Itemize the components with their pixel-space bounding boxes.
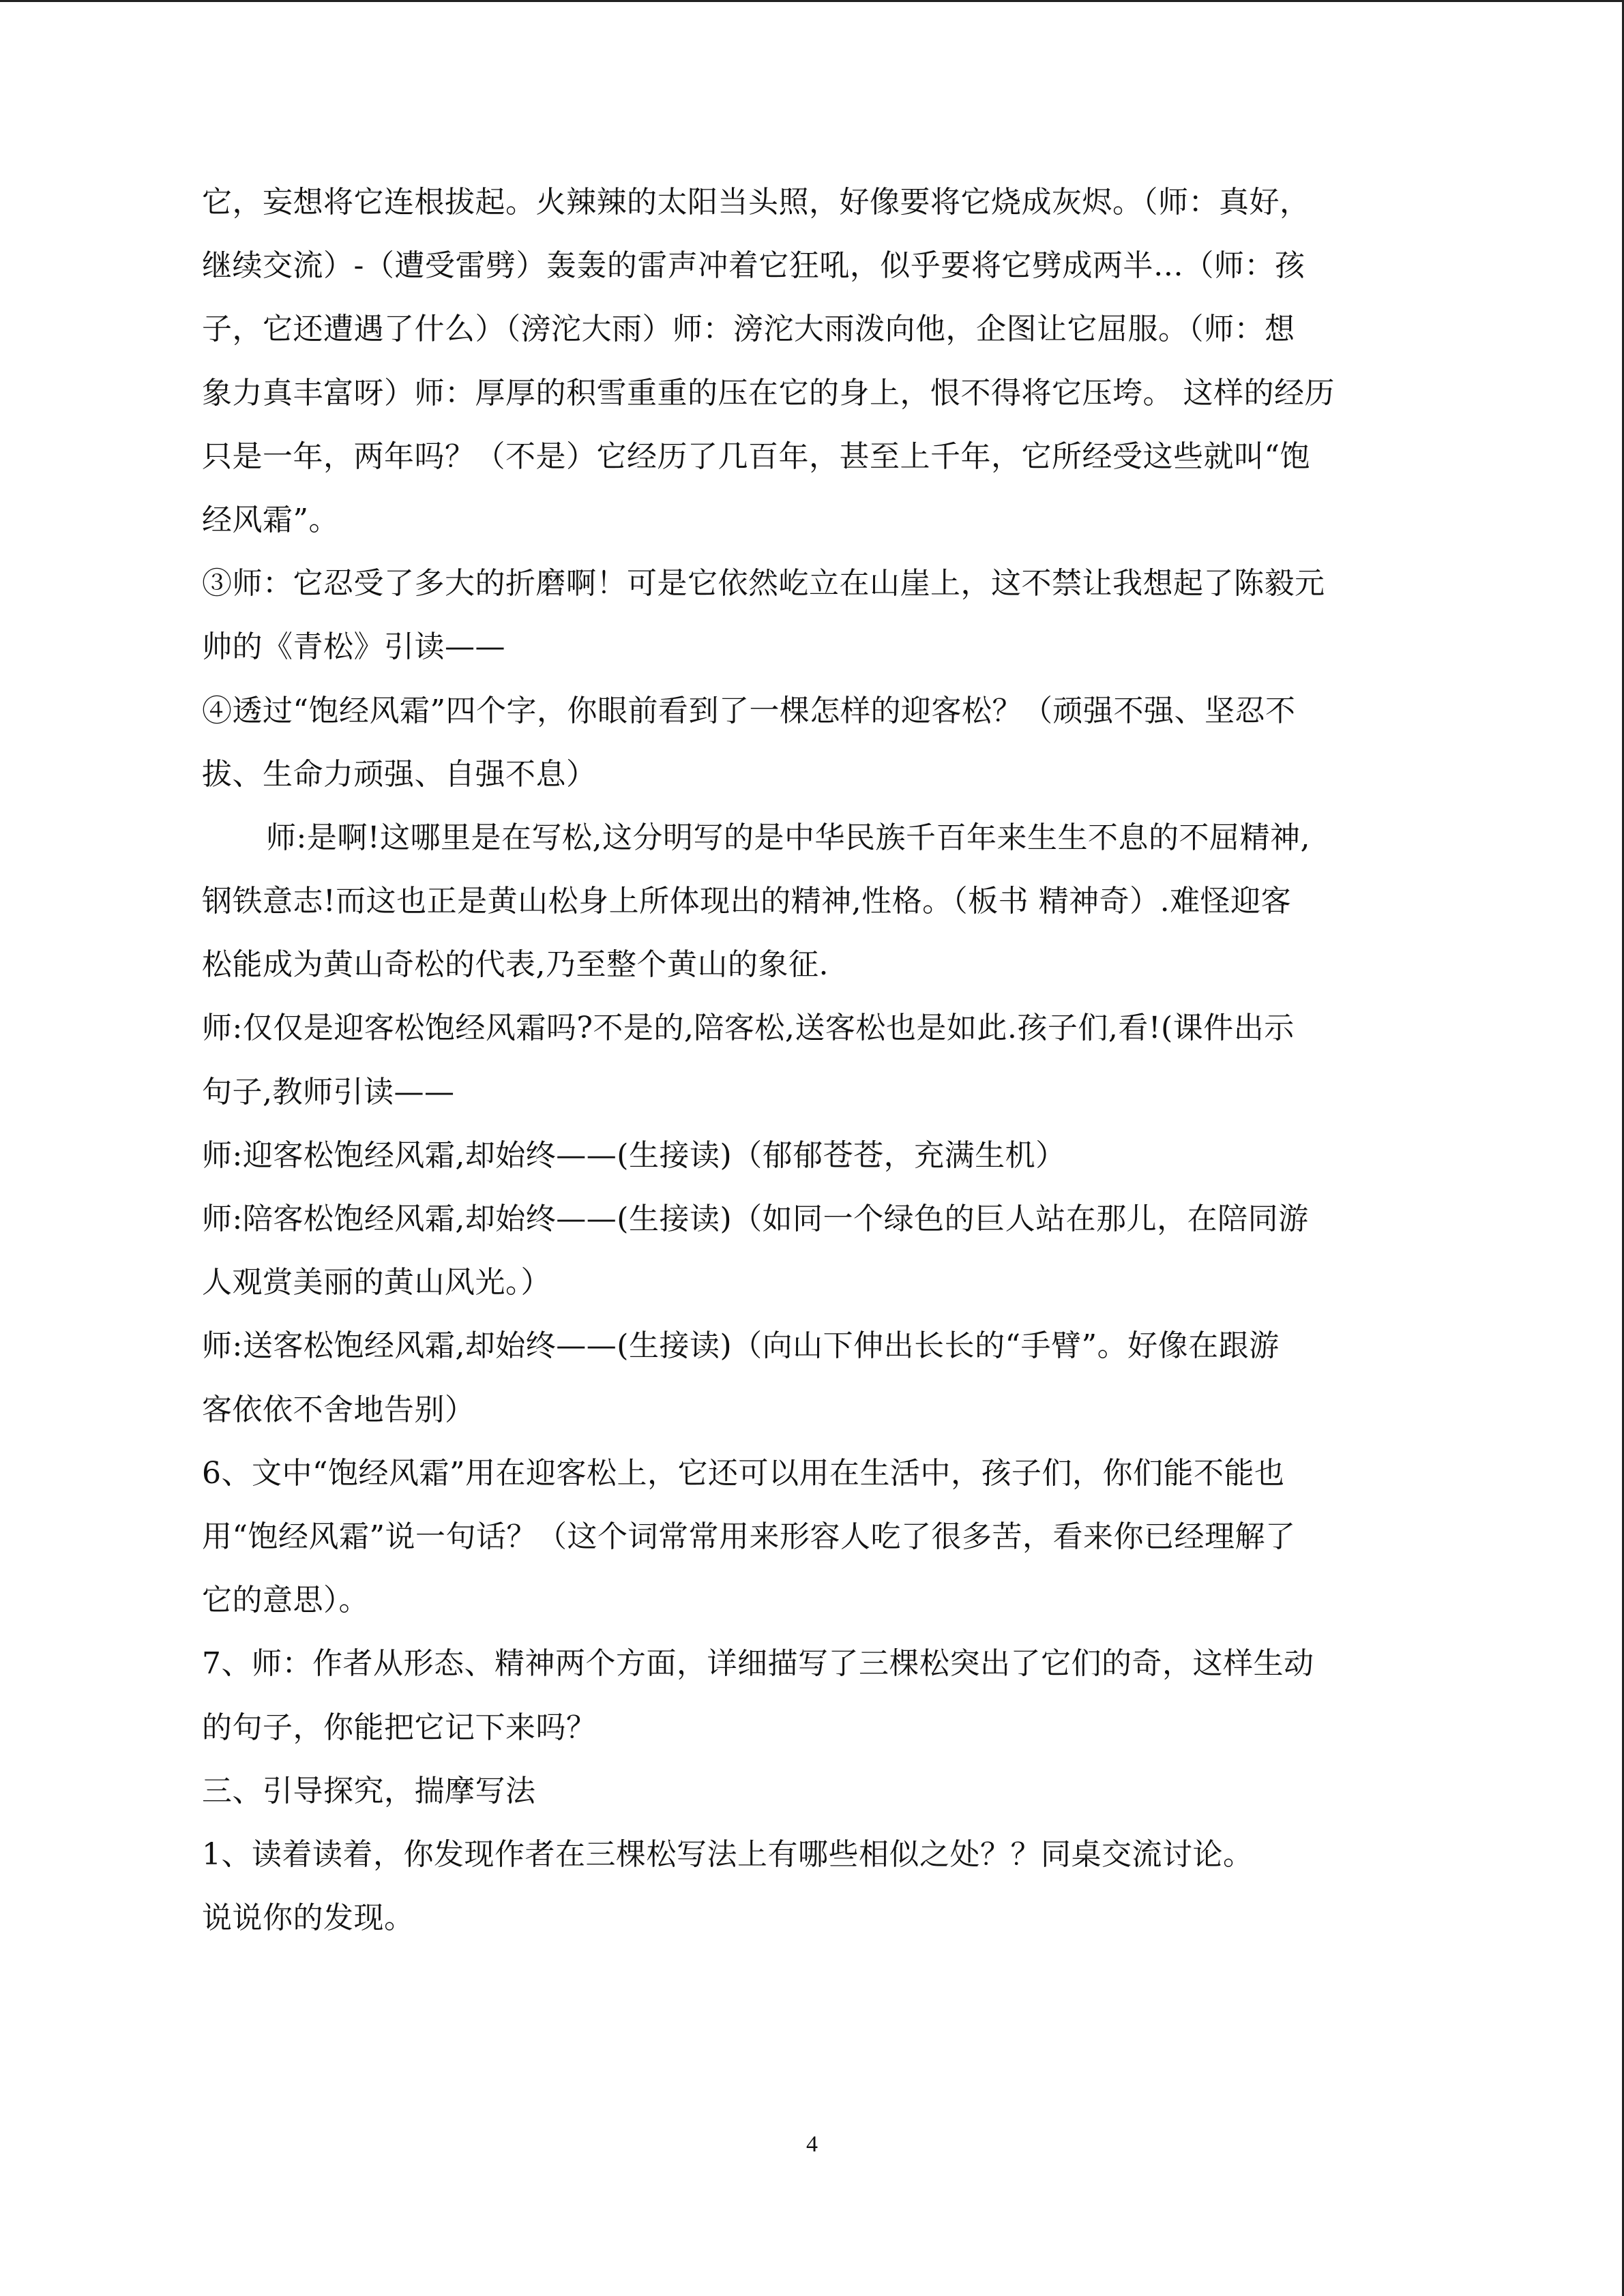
page-border-top [0, 0, 1624, 2]
text-line: 经风霜”。 [202, 502, 339, 537]
text-line: 只是一年，两年吗？（不是）它经历了几百年，甚至上千年，它所经受这些就叫“饱 [202, 438, 1310, 474]
text-line: 松能成为黄山奇松的代表,乃至整个黄山的象征. [202, 947, 829, 983]
text-line: 句子,教师引读—— [202, 1074, 455, 1109]
text-line: 拔、生命力顽强、自强不息） [202, 756, 597, 792]
text-line: 师:仅仅是迎客松饱经风霜吗?不是的,陪客松,送客松也是如此.孩子们,看!(课件出示 [202, 1011, 1295, 1046]
text-line: 说说你的发现。 [202, 1900, 415, 1936]
text-line: 帅的《青松》引读—— [202, 629, 505, 665]
text-line: 它，妄想将它连根拔起。火辣辣的太阳当头照，好像要将它烧成灰烬。（师：真好， [202, 185, 1310, 220]
section-heading: 三、引导探究，揣摩写法 [202, 1773, 536, 1808]
document-body [202, 170, 1423, 1950]
text-line: 用“饱经风霜”说一句话？（这个词常常用来形容人吃了很多苦，看来你已经理解了 [202, 1519, 1296, 1554]
text-line: 子，它还遭遇了什么）（滂沱大雨）师：滂沱大雨泼向他，企图让它屈服。（师：想 [202, 312, 1295, 347]
text-line: 它的意思）。 [202, 1583, 369, 1618]
text-line: 6、文中“饱经风霜”用在迎客松上，它还可以用在生活中，孩子们，你们能不能也 [202, 1455, 1285, 1491]
text-line: 的句子，你能把它记下来吗？ [202, 1710, 597, 1745]
text-line: 1、读着读着，你发现作者在三棵松写法上有哪些相似之处？？同桌交流讨论。 [202, 1836, 1254, 1872]
text-line: ④透过“饱经风霜”四个字，你眼前看到了一棵怎样的迎客松？（顽强不强、坚忍不 [202, 693, 1296, 728]
text-line: 钢铁意志!而这也正是黄山松身上所体现出的精神,性格。（板书 精神奇）.难怪迎客 [202, 884, 1292, 919]
text-line: 7、师：作者从形态、精神两个方面，详细描写了三棵松突出了它们的奇，这样生动 [202, 1646, 1314, 1682]
text-line: 继续交流）-（遭受雷劈）轰轰的雷声冲着它狂吼，似乎要将它劈成两半…（师：孩 [202, 248, 1305, 284]
text-line: 师:送客松饱经风霜,却始终——(生接读)（向山下伸出长长的“手臂”。好像在跟游 [202, 1328, 1280, 1364]
text-line-indented: 师:是啊!这哪里是在写松,这分明写的是中华民族千百年来生生不息的不屈精神, [266, 820, 1310, 855]
text-line: ③师：它忍受了多大的折磨啊！可是它依然屹立在山崖上，这不禁让我想起了陈毅元 [202, 566, 1325, 601]
text-line: 客依依不舍地告别） [202, 1392, 475, 1427]
text-line: 象力真丰富呀）师：厚厚的积雪重重的压在它的身上，恨不得将它压垮。 这样的经历 [202, 375, 1335, 411]
text-line: 师:迎客松饱经风霜,却始终——(生接读)（郁郁苍苍，充满生机） [202, 1137, 1066, 1173]
text-line: 师:陪客松饱经风霜,却始终——(生接读)（如同一个绿色的巨人站在那儿，在陪同游 [202, 1202, 1309, 1236]
page-number: 4 [806, 2132, 818, 2157]
text-line: 人观赏美丽的黄山风光。） [202, 1265, 551, 1300]
